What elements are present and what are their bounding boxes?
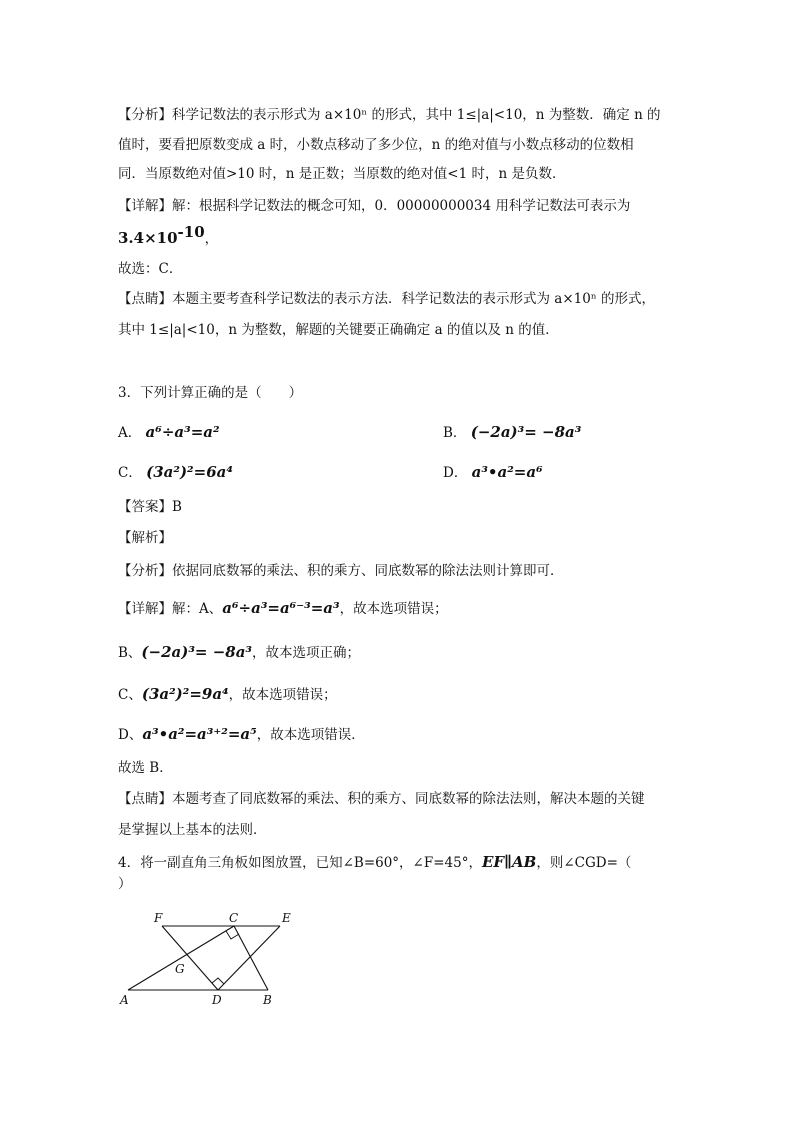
q3-detail-c-math: (3a²)²=9a⁴ [141, 685, 229, 703]
q4-stem-part-b: ，则∠CGD=（ [536, 855, 632, 871]
segment-de [218, 926, 280, 990]
q3-option-d [443, 462, 543, 483]
segment-fd [162, 926, 218, 990]
q3-option-b-math: (−2a)³= −8a³ [470, 423, 582, 441]
q3-option-b-label: B． [443, 425, 467, 441]
q4-stem-line-2: ） [118, 876, 132, 892]
q3-detail-a-prefix: 【详解】解：A、 [118, 601, 223, 617]
q2-choose: 故选：C． [118, 261, 183, 277]
q3-comment-line-1: 【点睛】本题考查了同底数幂的乘法、积的乘方、同底数幂的除法法则，解决本题的关键 [118, 791, 645, 807]
label-c: C [229, 911, 239, 925]
q3-option-a-label: A． [118, 425, 142, 441]
segment-cb [234, 926, 268, 990]
q4-stem-math: EF∥AB [481, 853, 537, 871]
q3-option-d-label: D． [443, 465, 468, 481]
q2-analysis-line-2: 值时，要看把原数变成 a 时，小数点移动了多少位，n 的绝对值与小数点移动的位数相 [118, 137, 634, 153]
q3-stem: 3．下列计算正确的是（ ） [118, 385, 303, 401]
q2-comment-line-2: 其中 1≤|a|<10，n 为整数，解题的关键要正确确定 a 的值以及 n 的值． [118, 322, 559, 338]
q3-answer: 【答案】B [118, 499, 182, 515]
q4-stem-part-a: 4．将一副直角三角板如图放置，已知∠B=60°，∠F=45°， [118, 855, 482, 871]
q2-detail-math: 3.4×10 [118, 229, 178, 247]
q3-detail-a-tail: ，故本选项错误； [339, 601, 448, 617]
q3-choose: 故选 B． [118, 760, 173, 776]
q3-detail-c [118, 684, 678, 705]
q3-jiexi: 【解析】 [118, 530, 172, 546]
q2-analysis-line-1: 【分析】科学记数法的表示形式为 a×10ⁿ 的形式，其中 1≤|a|<10，n 为整数．确定 n 的 [118, 107, 661, 123]
q3-analysis: 【分析】依据同底数幂的乘法、积的乘方、同底数幂的除法法则计算即可． [118, 563, 564, 579]
q3-detail-c-tail: ，故本选项错误； [228, 687, 337, 703]
q2-analysis-line-3: 同．当原数绝对值>10 时，n 是正数；当原数的绝对值<1 时，n 是负数． [118, 166, 566, 182]
q2-detail-line-1: 【详解】解：根据科学记数法的概念可知，0．00000000034 用科学记数法可表示为 [118, 198, 631, 214]
q4-stem-line-1 [118, 852, 678, 873]
q3-detail-d-prefix: D、 [118, 727, 143, 743]
label-b: B [263, 993, 272, 1007]
q3-detail-b-tail: ，故本选项正确； [252, 645, 360, 661]
label-e: E [282, 911, 291, 925]
q3-comment-line-2: 是掌握以上基本的法则． [118, 822, 267, 838]
q3-option-b [443, 422, 581, 443]
q3-detail-b-prefix: B、 [118, 645, 142, 661]
q3-option-d-math: a³•a²=a⁶ [471, 463, 543, 481]
label-g: G [175, 962, 185, 976]
q3-detail-a-math: a⁶÷a³=a⁶⁻³=a³ [222, 599, 340, 617]
q3-detail-d-math: a³•a²=a³⁺²=a⁵ [142, 725, 257, 743]
q2-detail-formula [118, 223, 678, 249]
q3-detail-d-tail: ，故本选项错误． [256, 727, 365, 743]
label-f: F [154, 911, 163, 925]
label-a: A [120, 993, 129, 1007]
q2-detail-exponent: -10 [177, 223, 205, 241]
q2-comment-line-1: 【点睛】本题主要考查科学记数法的表示方法．科学记数法的表示形式为 a×10ⁿ 的形式， [118, 291, 655, 307]
q3-option-a [118, 422, 220, 443]
segment-ac [128, 926, 234, 990]
triangle-figure [118, 908, 318, 1010]
q3-detail-b [118, 642, 678, 663]
q3-detail-d [118, 724, 678, 745]
q3-detail-c-prefix: C、 [118, 687, 142, 703]
q3-option-a-math: a⁶÷a³=a² [145, 423, 220, 441]
q3-option-c-label: C． [118, 465, 142, 481]
q3-option-c [118, 462, 233, 483]
label-d: D [212, 993, 222, 1007]
q3-option-c-math: (3a²)²=6a⁴ [146, 463, 233, 481]
q2-detail-tail: ， [204, 231, 219, 247]
q3-detail-b-math: (−2a)³= −8a³ [141, 643, 252, 661]
right-angle-d [212, 978, 224, 984]
q3-detail-a [118, 598, 678, 619]
